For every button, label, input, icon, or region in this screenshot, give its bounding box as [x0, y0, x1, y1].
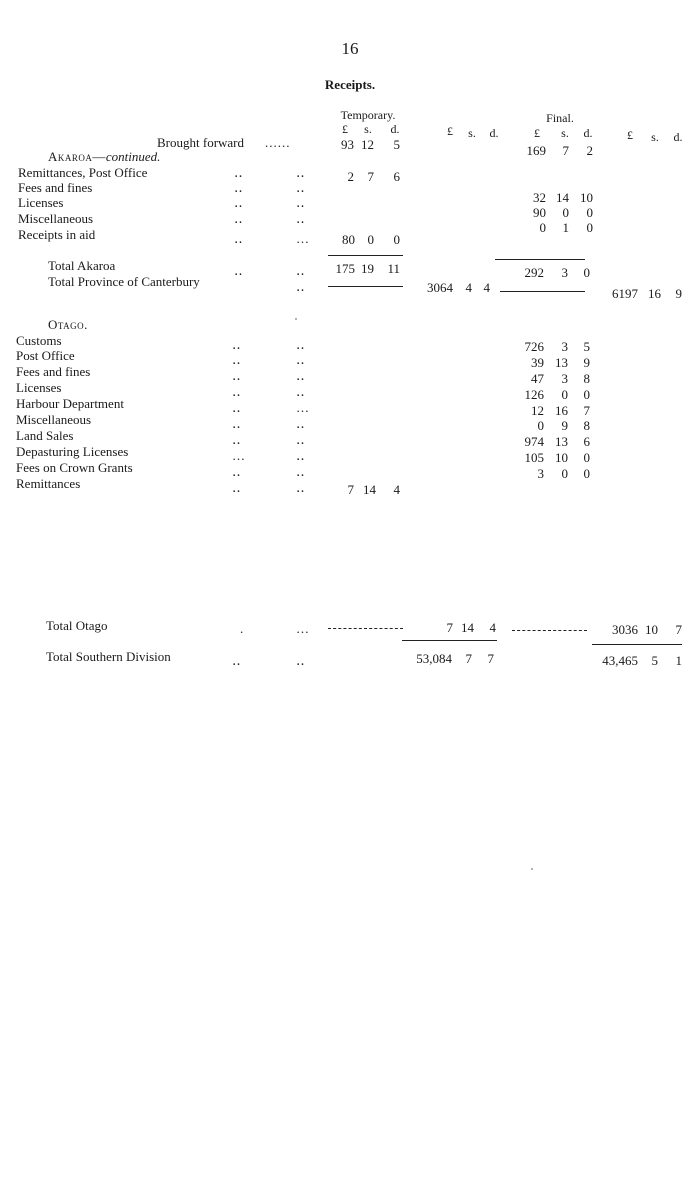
otago-temp-sum-pence: 4 [489, 620, 496, 635]
print-speck [531, 868, 533, 870]
print-speck [295, 318, 297, 320]
otago-final-pence: 6 [583, 434, 590, 449]
canterbury-temp-sum-pounds: 3064 [427, 280, 453, 295]
otago-final-pence: 8 [583, 418, 590, 433]
otago-final-pence: 0 [583, 450, 590, 465]
brought-forward-label: Brought forward [157, 135, 245, 150]
akaroa-final-pence: 0 [586, 205, 593, 220]
akaroa-final-shillings: 0 [562, 205, 569, 220]
temp-pence-header: d. [390, 122, 400, 136]
total-otago-label: Total Otago [46, 618, 108, 633]
final-shilling-header: s. [561, 126, 569, 140]
otago-final-pence: 8 [583, 371, 590, 386]
otago-final-shillings: 3 [561, 371, 568, 386]
page-number: 16 [341, 39, 359, 58]
akaroa-temp-pounds: 2 [347, 169, 354, 184]
otago-final-pounds: 0 [537, 418, 544, 433]
otago-final-shillings: 3 [561, 339, 568, 354]
akaroa-final-pence: 10 [580, 190, 593, 205]
akaroa-final-pounds: 90 [533, 205, 546, 220]
southern-temp-sum-pounds: 53,084 [416, 651, 452, 666]
otago-row-label: Land Sales [16, 428, 74, 443]
otago-final-pence: 7 [583, 403, 590, 418]
otago-final-shillings: 0 [561, 466, 568, 481]
rule-line [512, 630, 587, 631]
otago-final-shillings: 16 [555, 403, 568, 418]
total-akaroa-label: Total Akaroa [48, 258, 116, 273]
otago-row-label: Post Office [16, 348, 75, 363]
canterbury-final-sum-shillings: 16 [648, 286, 661, 301]
total-akaroa-final-pence: 0 [583, 265, 590, 280]
temp-pound-header: £ [342, 122, 348, 136]
akaroa-final-pence: 0 [586, 220, 593, 235]
otago-final-sum-pounds: 3036 [612, 622, 638, 637]
final-pound-header: £ [534, 126, 540, 140]
otago-row-label: Fees on Crown Grants [16, 460, 133, 475]
otago-temp-sum-pounds: 7 [446, 620, 453, 635]
southern-final-sum-pence: 1 [675, 653, 682, 668]
southern-temp-sum-pence: 7 [487, 651, 494, 666]
akaroa-temp-pence: 0 [393, 232, 400, 247]
otago-final-pence: 9 [583, 355, 590, 370]
akaroa-row-label: Licenses [18, 195, 64, 210]
bf-final-pounds: 169 [526, 143, 546, 158]
total-akaroa-temp-pounds: 175 [335, 261, 355, 276]
otago-row-label: Miscellaneous [16, 412, 92, 427]
otago-final-pounds: 105 [524, 450, 544, 465]
akaroa-final-shillings: 14 [556, 190, 569, 205]
total-southern-label: Total Southern Division [46, 649, 171, 664]
akaroa-temp-pounds: 80 [342, 232, 355, 247]
otago-heading: Otago. [48, 317, 88, 332]
finalsum-shilling-header: s. [651, 130, 659, 144]
otago-final-pence: 5 [583, 339, 590, 354]
otago-temp-shillings: 14 [363, 482, 376, 497]
otago-final-pounds: 974 [524, 434, 544, 449]
otago-final-pounds: 126 [524, 387, 544, 402]
otago-row-label: Depasturing Licenses [16, 444, 129, 459]
brought-forward-dots: ...... [265, 135, 291, 150]
otago-final-pounds: 726 [524, 339, 544, 354]
otago-row-label: Harbour Department [16, 396, 124, 411]
otago-final-sum-pence: 7 [675, 622, 682, 637]
bf-temp-pence: 5 [393, 137, 400, 152]
otago-final-pounds: 47 [531, 371, 544, 386]
akaroa-temp-pence: 6 [393, 169, 400, 184]
rule-line [328, 286, 403, 287]
otago-final-pence: 0 [583, 387, 590, 402]
total-akaroa-temp-pence: 11 [387, 261, 400, 276]
tempsum-pence-header: d. [489, 126, 499, 140]
bf-final-pence: 2 [586, 143, 593, 158]
otago-row-label: Customs [16, 333, 62, 348]
akaroa-final-shillings: 1 [562, 220, 569, 235]
akaroa-final-pounds: 32 [533, 190, 546, 205]
otago-final-shillings: 0 [561, 387, 568, 402]
canterbury-final-sum-pence: 9 [675, 286, 682, 301]
otago-final-pence: 0 [583, 466, 590, 481]
akaroa-row-label: Miscellaneous [18, 211, 94, 226]
rule-line [328, 628, 403, 629]
rule-line [328, 255, 403, 256]
rule-line [402, 640, 497, 641]
bf-temp-pounds: 93 [341, 137, 354, 152]
total-akaroa-temp-shillings: 19 [361, 261, 374, 276]
canterbury-temp-sum-shillings: 4 [465, 280, 472, 295]
otago-temp-pounds: 7 [347, 482, 354, 497]
canterbury-temp-sum-pence: 4 [483, 280, 490, 295]
final-pence-header: d. [583, 126, 593, 140]
otago-final-shillings: 13 [555, 355, 568, 370]
otago-temp-sum-shillings: 14 [461, 620, 474, 635]
otago-row-label: Fees and fines [16, 364, 91, 379]
tempsum-shilling-header: s. [468, 126, 476, 140]
southern-temp-sum-shillings: 7 [465, 651, 472, 666]
southern-final-sum-pounds: 43,465 [602, 653, 638, 668]
otago-final-shillings: 10 [555, 450, 568, 465]
akaroa-row-label: Receipts in aid [18, 227, 96, 242]
otago-final-pounds: 12 [531, 403, 544, 418]
temporary-header: Temporary. [340, 108, 396, 122]
southern-final-sum-shillings: 5 [651, 653, 658, 668]
tempsum-pound-header: £ [447, 124, 453, 138]
akaroa-temp-shillings: 0 [367, 232, 374, 247]
otago-final-sum-shillings: 10 [645, 622, 658, 637]
otago-final-pounds: 3 [537, 466, 544, 481]
temp-shilling-header: s. [364, 122, 372, 136]
canterbury-final-sum-pounds: 6197 [612, 286, 638, 301]
akaroa-heading: Akaroa—continued. [48, 149, 161, 164]
rule-line [495, 259, 585, 260]
akaroa-row-label: Fees and fines [18, 180, 93, 195]
final-header: Final. [546, 111, 574, 125]
page-title: Receipts. [324, 77, 376, 92]
akaroa-temp-shillings: 7 [367, 169, 374, 184]
total-canterbury-label: Total Province of Canterbury [48, 274, 200, 289]
akaroa-final-pounds: 0 [539, 220, 546, 235]
akaroa-row-label: Remittances, Post Office [18, 165, 148, 180]
bf-temp-shillings: 12 [361, 137, 374, 152]
total-akaroa-final-pounds: 292 [524, 265, 544, 280]
finalsum-pence-header: d. [673, 130, 683, 144]
otago-final-pounds: 39 [531, 355, 544, 370]
total-akaroa-final-shillings: 3 [561, 265, 568, 280]
otago-row-label: Remittances [16, 476, 81, 491]
otago-final-shillings: 13 [555, 434, 568, 449]
rule-line [592, 644, 682, 645]
otago-row-label: Licenses [16, 380, 62, 395]
finalsum-pound-header: £ [627, 128, 633, 142]
otago-final-shillings: 9 [561, 418, 568, 433]
rule-line [500, 291, 585, 292]
otago-temp-pence: 4 [393, 482, 400, 497]
bf-final-shillings: 7 [562, 143, 569, 158]
